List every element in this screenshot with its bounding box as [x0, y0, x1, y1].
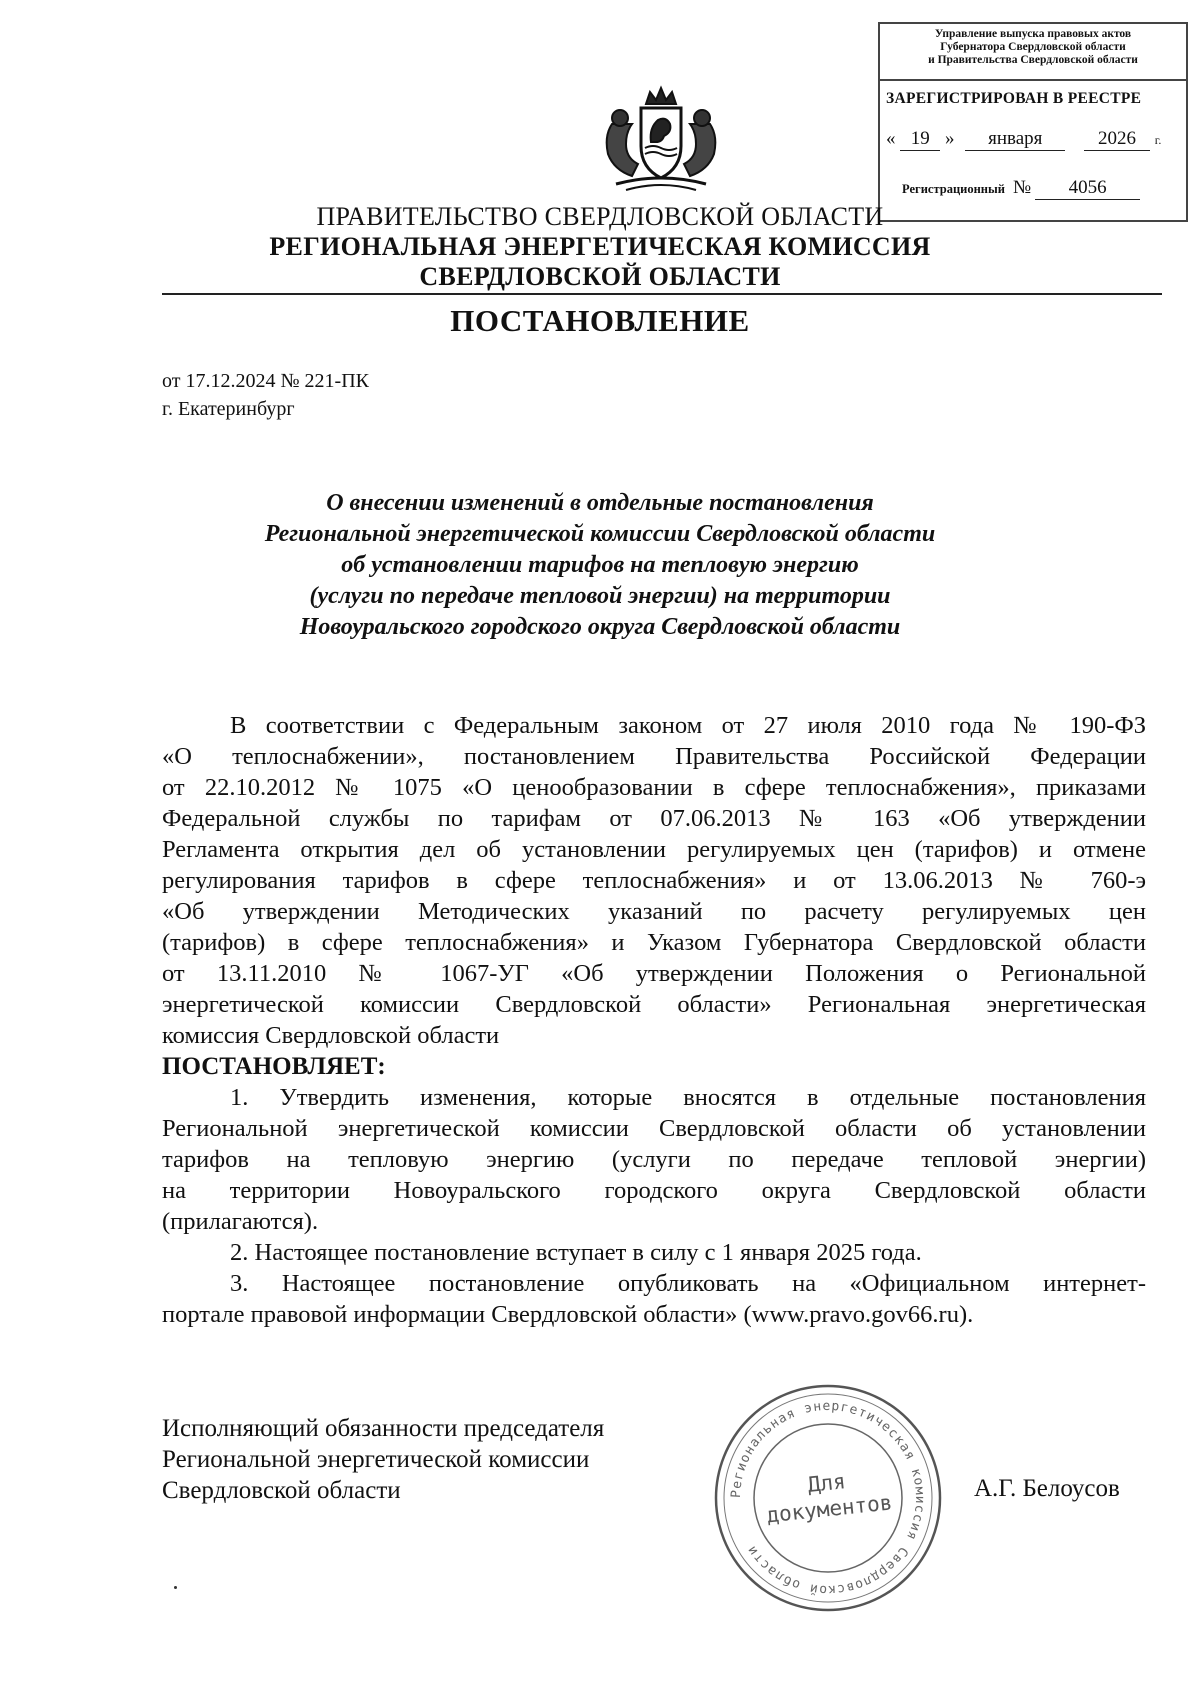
registration-stamp-header: [880, 28, 1186, 67]
document-subject: [150, 488, 1050, 643]
document-city: г. Екатеринбург: [162, 398, 295, 420]
preamble-line: от 13.11.2010 № 1067-УГ «Об утверждении Положения о Региональной: [162, 960, 1146, 987]
subject-line: об установлении тарифов на тепловую энергию: [341, 552, 859, 578]
coat-of-arms-icon: [586, 84, 736, 196]
registration-month: января: [965, 128, 1065, 151]
registration-year: 2026: [1084, 128, 1150, 151]
item3-line: портале правовой информации Свердловской области» (www.pravo.gov66.ru).: [162, 1301, 974, 1328]
item1-line: Региональной энергетической комиссии Свердловской области об установлении: [162, 1115, 1146, 1142]
subject-line: Новоуральского городского округа Свердловской области: [299, 614, 901, 640]
item2-line: 2. Настоящее постановление вступает в силу с 1 января 2025 года.: [230, 1239, 922, 1266]
signer-position: [162, 1413, 604, 1506]
header-divider: [162, 293, 1162, 295]
preamble-line: (тарифов) в сфере теплоснабжения» и Указом Губернатора Свердловской области: [162, 929, 1146, 956]
item1-line: на территории Новоуральского городского округа Свердловской области: [162, 1177, 1146, 1204]
registration-stamp: [878, 22, 1188, 222]
item1-line: тарифов на тепловую энергию (услуги по передаче тепловой энергии): [162, 1146, 1146, 1173]
commission-name-line1: РЕГИОНАЛЬНАЯ ЭНЕРГЕТИЧЕСКАЯ КОМИССИЯ: [269, 232, 931, 261]
document-type: ПОСТАНОВЛЕНИЕ: [450, 303, 750, 338]
preamble-line: Регламента открытия дел об установлении регулируемых цен (тарифов) и отмене: [162, 836, 1146, 863]
preamble-line: комиссия Свердловской области: [162, 1022, 500, 1049]
item1-line: (прилагаются).: [162, 1208, 319, 1235]
seal-ring-text: Региональная энергетическая комиссия Свердловской области: [728, 1398, 928, 1598]
registration-number-sign: №: [1012, 177, 1032, 198]
registration-day: 19: [900, 128, 940, 151]
ink-dot: [174, 1586, 177, 1589]
document-body: [162, 710, 1146, 1330]
commission-name-line2: СВЕРДЛОВСКОЙ ОБЛАСТИ: [419, 262, 781, 291]
subject-line: Региональной энергетической комиссии Свердловской области: [264, 521, 936, 547]
preamble-line: энергетической комиссии Свердловской области» Региональная энергетическая: [162, 991, 1146, 1018]
item1-line: 1. Утвердить изменения, которые вносятся в отдельные постановления: [230, 1084, 1146, 1111]
item3-line: 3. Настоящее постановление опубликовать на «Официальном интернет-: [230, 1270, 1146, 1297]
registration-stamp-header-line: и Правительства Свердловской области: [928, 54, 1138, 66]
registration-stamp-header-line: Губернатора Свердловской области: [940, 41, 1126, 53]
seal-center-line2: документов: [765, 1490, 894, 1528]
registration-number: 4056: [1035, 177, 1140, 200]
signer-name: А.Г. Белоусов: [974, 1475, 1120, 1502]
registration-stamp-header-line: Управление выпуска правовых актов: [934, 28, 1132, 40]
document-date-number: от 17.12.2024 № 221-ПК: [162, 370, 370, 392]
registration-stamp-divider: [880, 79, 1186, 81]
decree-word: ПОСТАНОВЛЯЕТ:: [162, 1053, 386, 1080]
preamble-line: Федеральной службы по тарифам от 07.06.2013 № 163 «Об утверждении: [162, 805, 1146, 832]
subject-line: (услуги по передаче тепловой энергии) на территории: [309, 583, 891, 609]
government-name: ПРАВИТЕЛЬСТВО СВЕРДЛОВСКОЙ ОБЛАСТИ: [316, 202, 884, 231]
registration-number-row: [902, 177, 1140, 200]
date-close-quote: »: [945, 128, 955, 149]
seal-center-line1: Для: [806, 1469, 847, 1497]
signer-position-line: Региональной энергетической комиссии: [162, 1446, 590, 1473]
date-open-quote: «: [886, 128, 896, 149]
subject-line: О внесении изменений в отдельные постановления: [326, 490, 874, 516]
preamble-line: «О теплоснабжении», постановлением Правительства Российской Федерации: [162, 743, 1146, 770]
preamble-line: от 22.10.2012 № 1075 «О ценообразовании в сфере теплоснабжения», приказами: [162, 774, 1146, 801]
preamble-line: регулирования тарифов в сфере теплоснабжения» и от 13.06.2013 № 760-э: [162, 867, 1146, 894]
registration-number-label: Регистрационный: [902, 182, 1005, 196]
preamble-line: «Об утверждении Методических указаний по расчету регулируемых цен: [162, 898, 1146, 925]
signer-position-line: Исполняющий обязанности председателя: [162, 1415, 605, 1442]
round-seal: [708, 1378, 948, 1618]
registration-date: [886, 128, 1161, 151]
signer-position-line: Свердловской области: [162, 1477, 401, 1504]
preamble-line: В соответствии с Федеральным законом от 27 июля 2010 года № 190-ФЗ: [230, 712, 1146, 739]
registration-year-suffix: г.: [1154, 133, 1162, 147]
registration-stamp-title: ЗАРЕГИСТРИРОВАН В РЕЕСТРЕ: [886, 90, 1142, 107]
